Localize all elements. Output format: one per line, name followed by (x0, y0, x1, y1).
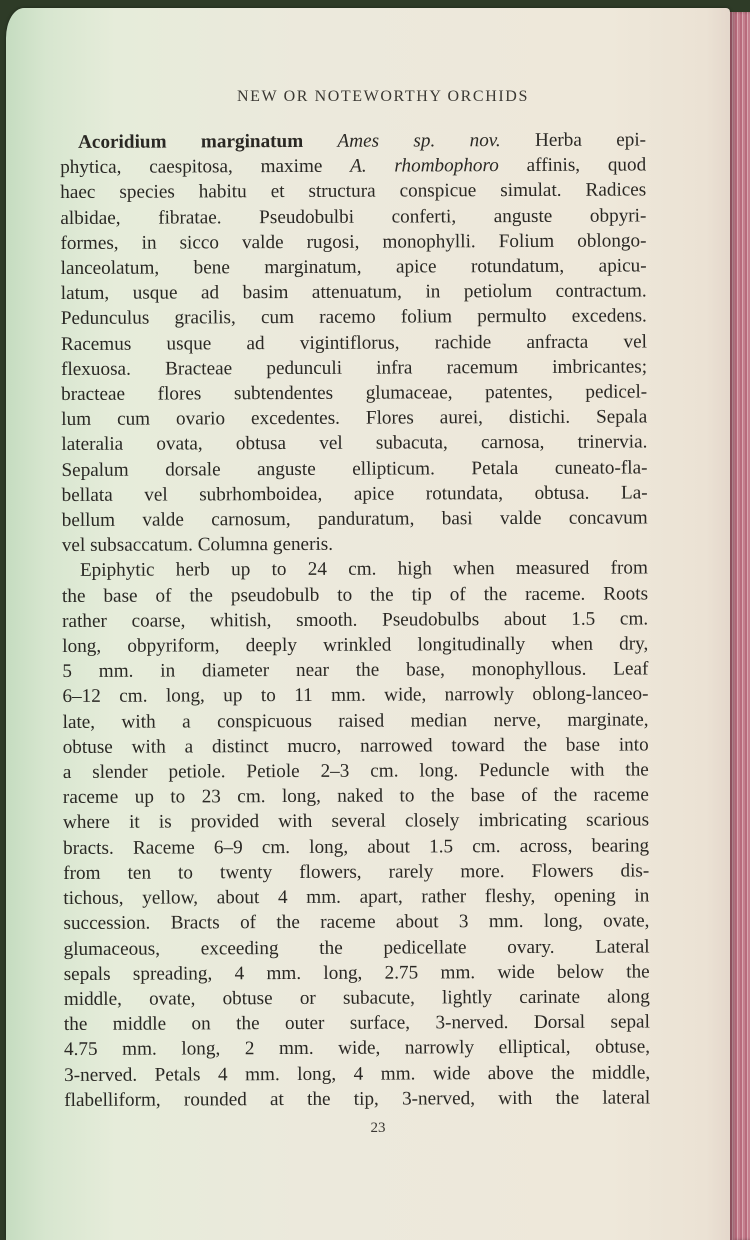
latin-line: Racemus usque ad vigintiflorus, rachide anfracta vel (60, 331, 647, 355)
latin-line: Sepalum dorsale anguste ellipticum. Petala cuneato-fla- (61, 457, 648, 481)
latin-line: albidae, fibratae. Pseudobulbi conferti, anguste obpyri- (60, 205, 647, 229)
species-authority: Ames sp. nov. (337, 130, 501, 152)
english-line: obtuse with a distinct mucro, narrowed toward the base into (62, 734, 649, 758)
latin-line: lanceolatum, bene marginatum, apice rotundatum, apicu- (60, 255, 647, 280)
english-line: late, with a conspicuous raised median nerve, marginate, (62, 709, 649, 733)
page-number: 23 (370, 1120, 386, 1136)
english-line: glumaceous, exceeding the pedicellate ovary. Lateral (63, 935, 650, 960)
english-line: flabelliform, rounded at the tip, 3-nerved, with the lateral (64, 1087, 651, 1111)
english-line: bracts. Raceme 6–9 cm. long, about 1.5 cm. across, bearing (63, 835, 650, 859)
english-line: long, obpyriform, deeply wrinkled longitudinally when dry, (62, 633, 649, 658)
english-line: middle, ovate, obtuse or subacute, lightly carinate along (63, 986, 650, 1010)
latin-line: latum, usque ad basim attenuatum, in petiolum contractum. (60, 280, 647, 305)
latin-line: lateralia ovata, obtusa vel subacuta, carnosa, trinervia. (61, 431, 648, 456)
latin-line: Acoridium marginatum Ames sp. nov. Herba epi- (78, 129, 647, 153)
latin-line: haec species habitu et structura conspicue simulat. Radices (60, 179, 647, 204)
latin-line: phytica, caespitosa, maxime A. rhombophoro affinis, quod (60, 154, 647, 179)
english-line: tichous, yellow, about 4 mm. apart, rather fleshy, opening in (63, 885, 650, 910)
english-line: rather coarse, whitish, smooth. Pseudobulbs about 1.5 cm. (62, 608, 649, 632)
latin-line: bellata vel subrhomboidea, apice rotundata, obtusa. La- (61, 482, 648, 506)
latin-line: lum cum ovario excedentes. Flores aurei, distichi. Sepala (61, 406, 648, 431)
english-line: raceme up to 23 cm. long, naked to the base of the raceme (62, 784, 649, 809)
english-line: succession. Bracts of the raceme about 3 mm. long, ovate, (63, 910, 650, 935)
english-line: where it is provided with several closely imbricating scarious (62, 809, 650, 834)
english-line: from ten to twenty flowers, rarely more. Flowers dis- (63, 860, 650, 884)
english-line: sepals spreading, 4 mm. long, 2.75 mm. wide below the (63, 961, 650, 985)
page-edges (730, 12, 750, 1240)
body-text (60, 127, 650, 1112)
running-head: NEW OR NOTEWORTHY ORCHIDS (237, 88, 529, 105)
species-name: Acoridium marginatum (78, 130, 304, 153)
english-line: 5 mm. in diameter near the base, monophyllous. Leaf (62, 658, 649, 683)
latin-line: Pedunculus gracilis, cum racemo folium permulto excedens. (60, 305, 647, 330)
latin-line: bellum valde carnosum, panduratum, basi valde concavum (61, 507, 648, 532)
latin-line: flexuosa. Bracteae pedunculi infra racemum imbricantes; (60, 356, 648, 380)
book-page (6, 8, 730, 1240)
english-line: Epiphytic herb up to 24 cm. high when measured from (79, 557, 648, 582)
latin-line: vel subsaccatum. Columna generis. (61, 534, 334, 557)
english-line: the middle on the outer surface, 3-nerved. Dorsal sepal (63, 1011, 650, 1036)
english-line: the base of the pseudobulb to the tip of the raceme. Roots (61, 583, 649, 607)
latin-line: bracteae flores subtendentes glumaceae, patentes, pedicel- (61, 381, 648, 406)
english-line: 3-nerved. Petals 4 mm. long, 4 mm. wide above the middle, (64, 1061, 651, 1086)
english-line: 4.75 mm. long, 2 mm. wide, narrowly elliptical, obtuse, (63, 1036, 651, 1061)
english-line: 6–12 cm. long, up to 11 mm. wide, narrowly oblong-lanceo- (62, 683, 649, 708)
english-line: a slender petiole. Petiole 2–3 cm. long. Peduncle with the (62, 759, 649, 784)
latin-line: formes, in sicco valde rugosi, monophylli. Folium oblongo- (60, 230, 647, 254)
